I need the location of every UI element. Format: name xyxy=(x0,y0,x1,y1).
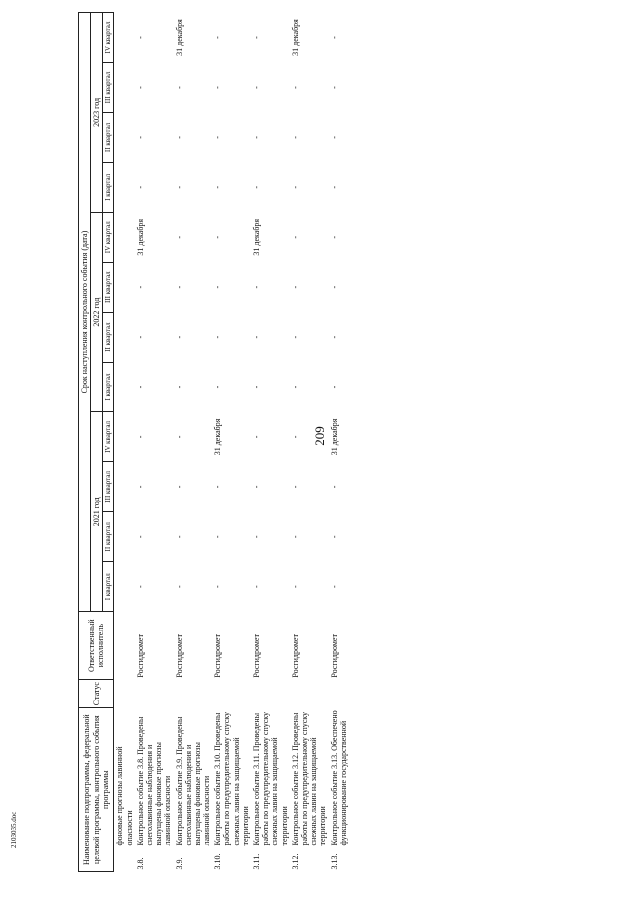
table-row xyxy=(251,13,290,872)
row-quarter-cell: - xyxy=(290,535,300,539)
row-quarter-cell: - xyxy=(174,136,184,139)
row-quarter-cell: - xyxy=(290,235,300,239)
row-quarter-cell: - xyxy=(252,186,262,189)
row-quarter-cell: - xyxy=(174,285,184,289)
header-quarter: I квартал xyxy=(103,162,114,212)
row-quarter-cell: - xyxy=(329,385,339,389)
row-number: 3.8. xyxy=(135,857,145,870)
row-quarter-cell: 31 декабря xyxy=(213,418,223,456)
rotated-table-wrap xyxy=(78,12,628,872)
row-number: 3.13. xyxy=(329,853,339,870)
row-quarter-cell: - xyxy=(252,86,262,89)
row-quarter-cell: - xyxy=(329,186,339,189)
row-status xyxy=(174,680,213,708)
row-status xyxy=(135,680,174,708)
table-row xyxy=(290,13,329,872)
row-status xyxy=(290,680,329,708)
carryover-row xyxy=(114,13,135,872)
row-quarter-cell: - xyxy=(174,435,184,439)
row-executor: Росгидромет xyxy=(290,634,300,678)
row-quarter-cell: - xyxy=(290,585,300,589)
row-quarter-cell: - xyxy=(329,585,339,589)
row-quarter-cell: - xyxy=(290,86,300,89)
row-quarter-cell: - xyxy=(329,485,339,489)
row-quarter-cell: 31 декабря xyxy=(290,19,300,56)
row-quarter-cell: - xyxy=(252,285,262,289)
row-number: 3.9. xyxy=(174,857,184,870)
header-year-2022: 2022 год xyxy=(91,212,103,412)
header-year-2021: 2021 год xyxy=(91,412,103,612)
row-quarter-cell: - xyxy=(135,285,145,289)
row-number: 3.11. xyxy=(252,853,262,870)
carryover-text: фоновые прогнозы лавинной опасности xyxy=(115,746,134,846)
row-quarter-cell: - xyxy=(135,385,145,389)
row-status xyxy=(329,680,349,708)
row-quarter-cell: - xyxy=(252,385,262,389)
row-quarter-cell: - xyxy=(174,585,184,589)
row-executor: Росгидромет xyxy=(329,634,339,678)
row-quarter-cell: - xyxy=(213,285,223,289)
row-quarter-cell: - xyxy=(329,36,339,39)
row-quarter-cell: - xyxy=(329,86,339,89)
row-quarter-cell: - xyxy=(252,136,262,139)
row-status xyxy=(212,680,251,708)
page-number: 209 xyxy=(312,426,327,446)
row-quarter-cell: - xyxy=(252,485,262,489)
row-quarter-cell: - xyxy=(329,335,339,339)
row-executor: Росгидромет xyxy=(174,634,184,678)
row-quarter-cell: - xyxy=(174,186,184,189)
row-quarter-cell: 31 декабря xyxy=(174,19,184,56)
control-events-table xyxy=(78,12,349,872)
row-status xyxy=(251,680,290,708)
header-quarter: II квартал xyxy=(103,512,114,562)
row-name: Контрольное событие 3.8. Проведены снеголавинные наблюдения и выпущены фоновые прогнозы лавинной опасности xyxy=(135,716,173,846)
row-name: Контрольное событие 3.12. Проведены работы по предупредительному спуску снежных лавин на защищаемой территории xyxy=(290,711,328,846)
row-number: 3.12. xyxy=(290,853,300,870)
row-quarter-cell: - xyxy=(252,335,262,339)
row-quarter-cell: - xyxy=(290,485,300,489)
row-name: Контрольное событие 3.9. Проведены снеголавинные наблюдения и выпущены фоновые прогнозы лавинной опасности xyxy=(174,716,212,846)
row-quarter-cell: - xyxy=(213,186,223,189)
row-quarter-cell: - xyxy=(135,186,145,189)
table-row xyxy=(329,13,349,872)
row-quarter-cell: - xyxy=(290,435,300,439)
header-quarter: I квартал xyxy=(103,562,114,612)
header-quarter: IV квартал xyxy=(103,13,114,63)
row-quarter-cell: - xyxy=(135,36,145,39)
row-quarter-cell: - xyxy=(252,36,262,39)
header-quarter: III квартал xyxy=(103,462,114,512)
header-quarter: II квартал xyxy=(103,112,114,162)
row-executor: Росгидромет xyxy=(135,634,145,678)
table-row xyxy=(174,13,213,872)
row-quarter-cell: - xyxy=(174,86,184,89)
row-quarter-cell: - xyxy=(329,285,339,289)
row-quarter-cell: - xyxy=(213,535,223,539)
row-quarter-cell: 31 декабря xyxy=(329,418,339,456)
row-quarter-cell: - xyxy=(213,335,223,339)
header-quarter: IV квартал xyxy=(103,412,114,462)
row-quarter-cell: - xyxy=(135,585,145,589)
row-quarter-cell: - xyxy=(213,485,223,489)
row-quarter-cell: - xyxy=(329,235,339,239)
row-quarter-cell: - xyxy=(213,136,223,139)
row-number: 3.10. xyxy=(213,853,223,870)
row-name: Контрольное событие 3.13. Обеспечено функционирование государственной xyxy=(329,710,348,846)
row-quarter-cell: - xyxy=(174,235,184,239)
header-quarter: III квартал xyxy=(103,262,114,312)
header-year-2023: 2023 год xyxy=(91,13,103,213)
row-quarter-cell: - xyxy=(135,485,145,489)
row-quarter-cell: 31 декабря xyxy=(252,218,262,256)
row-executor: Росгидромет xyxy=(213,634,223,678)
row-quarter-cell: - xyxy=(174,335,184,339)
header-executor: Ответственный исполнитель xyxy=(79,612,114,680)
row-quarter-cell: - xyxy=(290,136,300,139)
header-name: Наименование подпрограммы, федеральной целевой программы, контрольного события программы xyxy=(79,708,114,872)
row-quarter-cell: - xyxy=(213,235,223,239)
row-quarter-cell: 31 декабря xyxy=(135,218,145,256)
row-quarter-cell: - xyxy=(135,335,145,339)
row-quarter-cell: - xyxy=(174,535,184,539)
row-quarter-cell: - xyxy=(252,535,262,539)
row-quarter-cell: - xyxy=(213,385,223,389)
row-quarter-cell: - xyxy=(174,385,184,389)
row-quarter-cell: - xyxy=(213,36,223,39)
row-quarter-cell: - xyxy=(135,136,145,139)
table-body xyxy=(114,13,349,872)
row-executor: Росгидромет xyxy=(252,634,262,678)
row-quarter-cell: - xyxy=(329,535,339,539)
row-quarter-cell: - xyxy=(290,285,300,289)
row-quarter-cell: - xyxy=(135,435,145,439)
header-status: Статус xyxy=(79,680,114,708)
file-name: 2103035.doc xyxy=(10,811,18,848)
row-quarter-cell: - xyxy=(329,136,339,139)
table-row xyxy=(212,13,251,872)
row-quarter-cell: - xyxy=(174,485,184,489)
header-quarter: III квартал xyxy=(103,63,114,113)
row-quarter-cell: - xyxy=(252,435,262,439)
header-quarter: II квартал xyxy=(103,312,114,362)
header-deadline: Срок наступления контрольного события (дата) xyxy=(79,13,91,612)
row-name: Контрольное событие 3.10. Проведены работы по предупредительному спуску снежных лавин на защищаемой территории xyxy=(213,711,250,846)
row-quarter-cell: - xyxy=(135,86,145,89)
row-quarter-cell: - xyxy=(290,385,300,389)
row-quarter-cell: - xyxy=(290,335,300,339)
row-quarter-cell: - xyxy=(252,585,262,589)
row-quarter-cell: - xyxy=(135,535,145,539)
row-quarter-cell: - xyxy=(290,186,300,189)
row-quarter-cell: - xyxy=(213,585,223,589)
header-quarter: I квартал xyxy=(103,362,114,412)
header-quarter: IV квартал xyxy=(103,212,114,262)
table-row xyxy=(135,13,174,872)
row-quarter-cell: - xyxy=(213,86,223,89)
row-name: Контрольное событие 3.11. Проведены работы по предупредительному спуску снежных лавин на защищаемой территории xyxy=(252,711,289,846)
